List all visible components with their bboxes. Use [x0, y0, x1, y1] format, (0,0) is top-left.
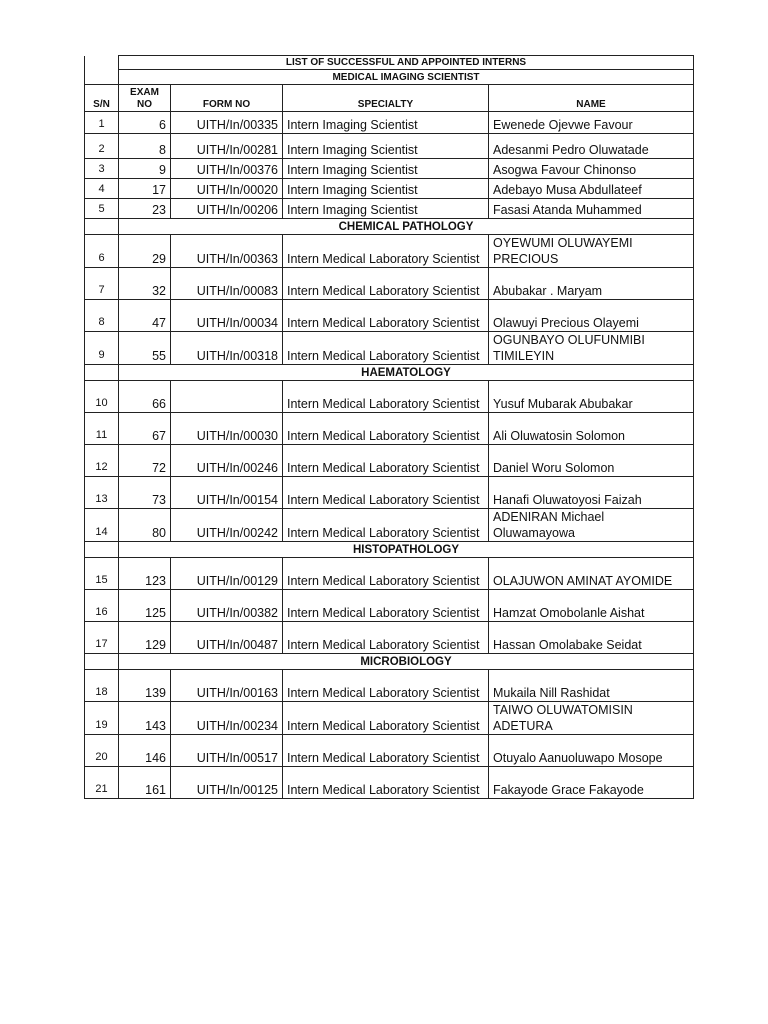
form-no-cell: UITH/In/00129 — [171, 558, 283, 590]
specialty-cell: Intern Medical Laboratory Scientist — [283, 767, 489, 799]
exam-no-cell: 72 — [119, 445, 171, 477]
specialty-cell: Intern Imaging Scientist — [283, 112, 489, 134]
table-row — [85, 622, 694, 654]
form-no-cell: UITH/In/00020 — [171, 179, 283, 199]
table-row — [85, 509, 694, 542]
exam-no-cell: 47 — [119, 300, 171, 332]
subtitle-spacer — [85, 70, 119, 85]
section-header-row — [85, 219, 694, 235]
name-cell: Mukaila Nill Rashidat — [489, 670, 694, 702]
form-no-cell: UITH/In/00281 — [171, 134, 283, 159]
sn-cell: 13 — [85, 477, 119, 509]
table-row — [85, 670, 694, 702]
section-header-row — [85, 654, 694, 670]
form-no-cell: UITH/In/00206 — [171, 199, 283, 219]
table-row — [85, 134, 694, 159]
section-label: HISTOPATHOLOGY — [119, 542, 694, 558]
form-no-cell: UITH/In/00242 — [171, 509, 283, 542]
name-cell: Hamzat Omobolanle Aishat — [489, 590, 694, 622]
section-header-row — [85, 365, 694, 381]
form-no-cell: UITH/In/00034 — [171, 300, 283, 332]
exam-no-cell: 67 — [119, 413, 171, 445]
name-cell: OLAJUWON AMINAT AYOMIDE — [489, 558, 694, 590]
exam-no-cell: 9 — [119, 159, 171, 179]
section-spacer — [85, 219, 119, 235]
sn-cell: 1 — [85, 112, 119, 134]
form-no-cell — [171, 381, 283, 413]
exam-no-cell: 8 — [119, 134, 171, 159]
sn-cell: 4 — [85, 179, 119, 199]
form-no-cell: UITH/In/00382 — [171, 590, 283, 622]
table-row — [85, 199, 694, 219]
name-cell: Otuyalo Aanuoluwapo Mosope — [489, 735, 694, 767]
header-specialty: SPECIALTY — [283, 85, 489, 112]
exam-no-cell: 29 — [119, 235, 171, 268]
table-row — [85, 702, 694, 735]
interns-table — [84, 55, 694, 799]
form-no-cell: UITH/In/00363 — [171, 235, 283, 268]
sn-cell: 11 — [85, 413, 119, 445]
table-row — [85, 381, 694, 413]
exam-no-cell: 6 — [119, 112, 171, 134]
form-no-cell: UITH/In/00163 — [171, 670, 283, 702]
name-cell: Adebayo Musa Abdullateef — [489, 179, 694, 199]
sn-cell: 19 — [85, 702, 119, 735]
table-row — [85, 332, 694, 365]
form-no-cell: UITH/In/00246 — [171, 445, 283, 477]
header-form-no: FORM NO — [171, 85, 283, 112]
specialty-cell: Intern Medical Laboratory Scientist — [283, 477, 489, 509]
form-no-cell: UITH/In/00376 — [171, 159, 283, 179]
section-spacer — [85, 365, 119, 381]
form-no-cell: UITH/In/00517 — [171, 735, 283, 767]
specialty-cell: Intern Medical Laboratory Scientist — [283, 413, 489, 445]
specialty-cell: Intern Medical Laboratory Scientist — [283, 268, 489, 300]
document-title: LIST OF SUCCESSFUL AND APPOINTED INTERNS — [119, 56, 694, 70]
header-sn: S/N — [85, 85, 119, 112]
table-row — [85, 112, 694, 134]
sn-cell: 3 — [85, 159, 119, 179]
form-no-cell: UITH/In/00335 — [171, 112, 283, 134]
header-name: NAME — [489, 85, 694, 112]
specialty-cell: Intern Medical Laboratory Scientist — [283, 670, 489, 702]
sn-cell: 15 — [85, 558, 119, 590]
table-row — [85, 179, 694, 199]
sn-cell: 18 — [85, 670, 119, 702]
sn-cell: 5 — [85, 199, 119, 219]
table-row — [85, 590, 694, 622]
specialty-cell: Intern Medical Laboratory Scientist — [283, 735, 489, 767]
specialty-cell: Intern Medical Laboratory Scientist — [283, 558, 489, 590]
name-cell: Olawuyi Precious Olayemi — [489, 300, 694, 332]
form-no-cell: UITH/In/00487 — [171, 622, 283, 654]
exam-no-cell: 17 — [119, 179, 171, 199]
section-label: MICROBIOLOGY — [119, 654, 694, 670]
exam-no-cell: 66 — [119, 381, 171, 413]
exam-no-cell: 143 — [119, 702, 171, 735]
name-cell: Abubakar . Maryam — [489, 268, 694, 300]
document-subtitle: MEDICAL IMAGING SCIENTIST — [119, 70, 694, 85]
name-cell: Ewenede Ojevwe Favour — [489, 112, 694, 134]
name-cell: Yusuf Mubarak Abubakar — [489, 381, 694, 413]
specialty-cell: Intern Medical Laboratory Scientist — [283, 702, 489, 735]
specialty-cell: Intern Medical Laboratory Scientist — [283, 622, 489, 654]
exam-no-cell: 80 — [119, 509, 171, 542]
form-no-cell: UITH/In/00083 — [171, 268, 283, 300]
specialty-cell: Intern Imaging Scientist — [283, 159, 489, 179]
header-exam-no: EXAM NO — [119, 85, 171, 112]
name-cell: TAIWO OLUWATOMISIN ADETURA — [489, 702, 694, 735]
name-cell: Adesanmi Pedro Oluwatade — [489, 134, 694, 159]
table-row — [85, 300, 694, 332]
name-cell: Fasasi Atanda Muhammed — [489, 199, 694, 219]
exam-no-cell: 125 — [119, 590, 171, 622]
sn-cell: 10 — [85, 381, 119, 413]
section-label: HAEMATOLOGY — [119, 365, 694, 381]
form-no-cell: UITH/In/00318 — [171, 332, 283, 365]
table-row — [85, 268, 694, 300]
form-no-cell: UITH/In/00234 — [171, 702, 283, 735]
section-spacer — [85, 542, 119, 558]
sn-cell: 20 — [85, 735, 119, 767]
form-no-cell: UITH/In/00125 — [171, 767, 283, 799]
name-cell: Hassan Omolabake Seidat — [489, 622, 694, 654]
exam-no-cell: 129 — [119, 622, 171, 654]
exam-no-cell: 146 — [119, 735, 171, 767]
sn-cell: 2 — [85, 134, 119, 159]
name-cell: Ali Oluwatosin Solomon — [489, 413, 694, 445]
name-cell: Fakayode Grace Fakayode — [489, 767, 694, 799]
specialty-cell: Intern Medical Laboratory Scientist — [283, 300, 489, 332]
sn-cell: 9 — [85, 332, 119, 365]
title-spacer — [85, 56, 119, 70]
exam-no-cell: 55 — [119, 332, 171, 365]
exam-no-cell: 123 — [119, 558, 171, 590]
table-row — [85, 558, 694, 590]
sn-cell: 8 — [85, 300, 119, 332]
section-label: CHEMICAL PATHOLOGY — [119, 219, 694, 235]
name-cell: OYEWUMI OLUWAYEMI PRECIOUS — [489, 235, 694, 268]
table-row — [85, 445, 694, 477]
name-cell: Asogwa Favour Chinonso — [489, 159, 694, 179]
section-spacer — [85, 654, 119, 670]
specialty-cell: Intern Medical Laboratory Scientist — [283, 590, 489, 622]
specialty-cell: Intern Medical Laboratory Scientist — [283, 381, 489, 413]
sn-cell: 21 — [85, 767, 119, 799]
name-cell: Daniel Woru Solomon — [489, 445, 694, 477]
form-no-cell: UITH/In/00030 — [171, 413, 283, 445]
specialty-cell: Intern Medical Laboratory Scientist — [283, 332, 489, 365]
table-row — [85, 159, 694, 179]
table-row — [85, 767, 694, 799]
name-cell: ADENIRAN Michael Oluwamayowa — [489, 509, 694, 542]
table-row — [85, 735, 694, 767]
table-row — [85, 477, 694, 509]
form-no-cell: UITH/In/00154 — [171, 477, 283, 509]
exam-no-cell: 73 — [119, 477, 171, 509]
sn-cell: 17 — [85, 622, 119, 654]
exam-no-cell: 161 — [119, 767, 171, 799]
table-row — [85, 413, 694, 445]
specialty-cell: Intern Imaging Scientist — [283, 179, 489, 199]
table-row — [85, 235, 694, 268]
exam-no-cell: 32 — [119, 268, 171, 300]
specialty-cell: Intern Medical Laboratory Scientist — [283, 235, 489, 268]
exam-no-cell: 139 — [119, 670, 171, 702]
sn-cell: 6 — [85, 235, 119, 268]
specialty-cell: Intern Medical Laboratory Scientist — [283, 445, 489, 477]
exam-no-cell: 23 — [119, 199, 171, 219]
specialty-cell: Intern Imaging Scientist — [283, 134, 489, 159]
name-cell: Hanafi Oluwatoyosi Faizah — [489, 477, 694, 509]
specialty-cell: Intern Imaging Scientist — [283, 199, 489, 219]
section-header-row — [85, 542, 694, 558]
sn-cell: 7 — [85, 268, 119, 300]
sn-cell: 14 — [85, 509, 119, 542]
sn-cell: 12 — [85, 445, 119, 477]
name-cell: OGUNBAYO OLUFUNMIBI TIMILEYIN — [489, 332, 694, 365]
specialty-cell: Intern Medical Laboratory Scientist — [283, 509, 489, 542]
sn-cell: 16 — [85, 590, 119, 622]
